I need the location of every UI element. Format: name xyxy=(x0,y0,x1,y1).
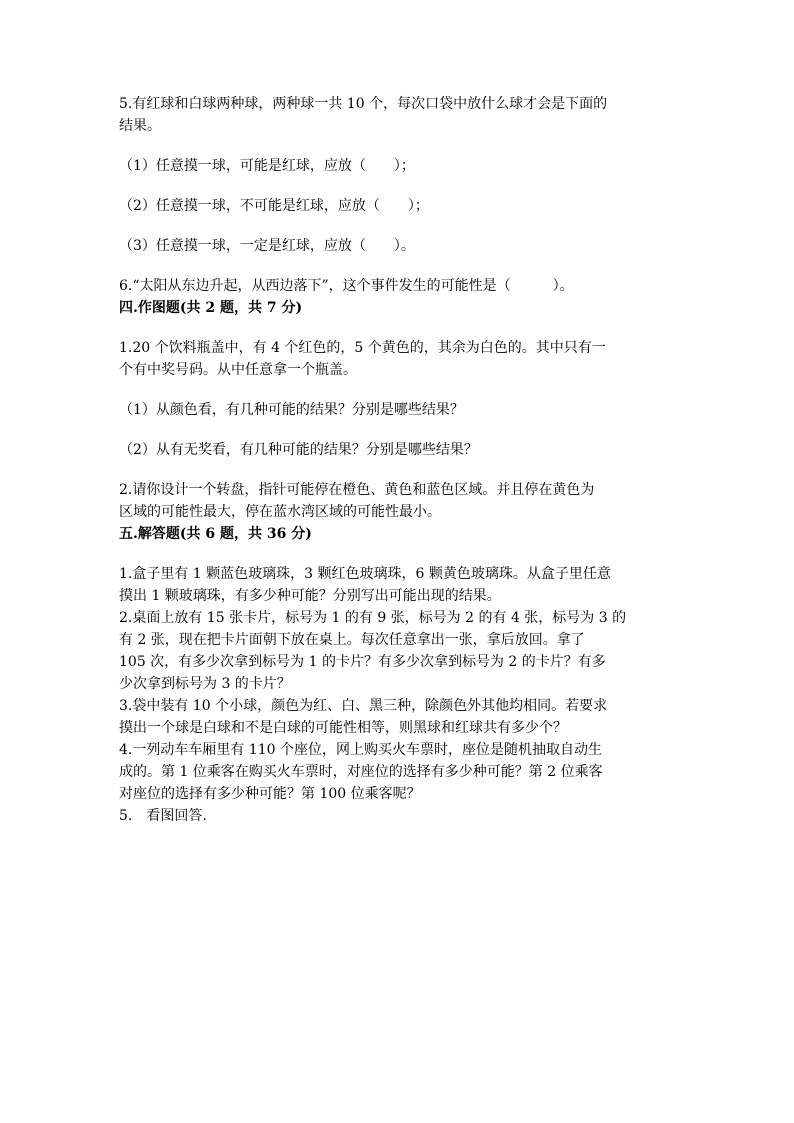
answer-line: 摸出 1 颗玻璃珠，有多少种可能？分别写出可能出现的结果。 xyxy=(119,588,501,604)
answer-line: 有 2 张，现在把卡片面朝下放在桌上。每次任意拿出一张，拿后放回。拿了 xyxy=(119,632,585,648)
answer-line: 对座位的选择有多少种可能？第 100 位乘客呢？ xyxy=(119,786,421,802)
answer-line: 成的。第 1 位乘客在购买火车票时，对座位的选择有多少种可能？第 2 位乘客 xyxy=(119,764,603,780)
question-5-sub-3: （3）任意摸一球，一定是红球，应放（ ）。 xyxy=(119,238,415,254)
answer-questions-block xyxy=(119,563,679,827)
question-5-line-1: 5.有红球和白球两种球，两种球一共 10 个，每次口袋中放什么球才会是下面的 xyxy=(119,96,608,112)
question-5-line-2: 结果。 xyxy=(119,118,161,134)
drawing-question-1-line-2: 个有中奖号码。从中任意拿一个瓶盖。 xyxy=(119,362,357,378)
document-page xyxy=(119,93,679,827)
answer-line: 少次拿到标号为 3 的卡片？ xyxy=(119,676,291,692)
drawing-question-1-sub-1: （1）从颜色看，有几种可能的结果？分别是哪些结果？ xyxy=(119,402,464,418)
section-4-heading: 四.作图题(共 2 题，共 7 分) xyxy=(119,300,303,316)
answer-line: 3.袋中装有 10 个小球，颜色为红、白、黑三种，除颜色外其他均相同。若要求 xyxy=(119,698,608,714)
question-5-sub-1: （1）任意摸一球，可能是红球，应放（ ）； xyxy=(119,158,415,174)
drawing-question-1-line-1: 1.20 个饮料瓶盖中，有 4 个红色的，5 个黄色的，其余为白色的。其中只有一 xyxy=(119,340,606,356)
drawing-question-2-line-2: 区域的可能性最大，停在蓝水湾区域的可能性最小。 xyxy=(119,504,441,520)
answer-line: 4.一列动车车厢里有 110 个座位，网上购买火车票时，座位是随机抽取自动生 xyxy=(119,742,602,758)
question-5-sub-2: （2）任意摸一球，不可能是红球，应放（ ）； xyxy=(119,198,429,214)
drawing-question-2-line-1: 2.请你设计一个转盘，指针可能停在橙色、黄色和蓝色区域。并且停在黄色为 xyxy=(119,482,595,498)
answer-line: 摸出一个球是白球和不是白球的可能性相等，则黑球和红球共有多少个？ xyxy=(119,720,567,736)
drawing-question-1-sub-2: （2）从有无奖看，有几种可能的结果？分别是哪些结果？ xyxy=(119,442,478,458)
answer-line: 5. 看图回答. xyxy=(119,808,207,824)
answer-line: 1.盒子里有 1 颗蓝色玻璃珠，3 颗红色玻璃珠，6 颗黄色玻璃珠。从盒子里任意 xyxy=(119,566,611,582)
section-5-heading: 五.解答题(共 6 题，共 36 分) xyxy=(119,526,312,542)
question-6: 6.“太阳从东边升起，从西边落下”，这个事件发生的可能性是（ ）。 xyxy=(119,278,574,294)
answer-line: 105 次，有多少次拿到标号为 1 的卡片？有多少次拿到标号为 2 的卡片？有多 xyxy=(119,654,606,670)
answer-line: 2.桌面上放有 15 张卡片，标号为 1 的有 9 张，标号为 2 的有 4 张，标号为 3 的 xyxy=(119,610,627,626)
